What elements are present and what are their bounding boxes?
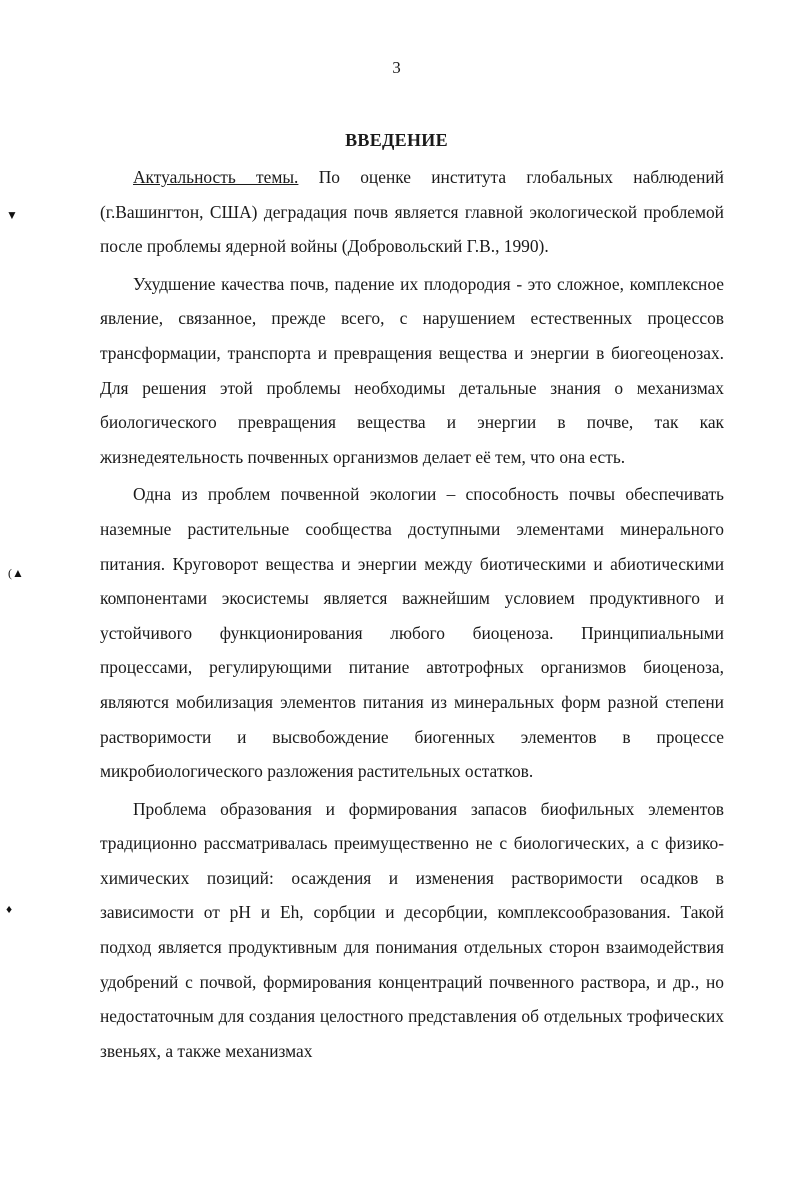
scan-mark-3: ♦ [6,902,13,916]
relevance-heading: Актуальность темы. [133,167,299,187]
paragraph-3: Одна из проблем почвенной экологии – способность почвы обеспечивать наземные растительные сообщества доступными элементами минерального питания. Круговорот вещества и энергии между биотическими и абиотическими компонентами экосистемы является важнейшим условием продуктивного и устойчивого функционирования любого биоценоза. Принципиальными процессами, регулирующими питание автотрофных организмов биоценоза, являются мобилизация элементов питания из минеральных форм разной степени растворимости и высвобождение биогенных элементов в процессе микробиологического разложения растительных остатков. [100,484,724,782]
scan-mark-2: (▲ [8,566,24,580]
scan-mark-1: ▼ [6,208,18,222]
body-text [100,160,724,1068]
section-title: ВВЕДЕНИЕ [345,130,448,150]
paragraph-2: Ухудшение качества почв, падение их плодородия - это сложное, комплексное явление, связанное, прежде всего, с нарушением естественных процессов трансформации, транспорта и превращения вещества и энергии в биогеоценозах. Для решения этой проблемы необходимы детальные знания о механизмах биологического превращения вещества и энергии в почве, так как жизнедеятельность почвенных организмов делает её тем, что она есть. [100,273,724,467]
relevance-text: По оценке института глобальных наблюдений (г.Вашингтон, США) деградация почв является главной экологической проблемой после проблемы ядерной войны (Добровольский Г.В., 1990). [100,167,724,257]
paragraph-4: Проблема образования и формирования запасов биофильных элементов традиционно рассматривалась преимущественно не с биологических, а с физико-химических позиций: осаждения и изменения растворимости осадков в зависимости от pH и Eh, сорбции и десорбции, комплексообразования. Такой подход является продуктивным для понимания отдельных сторон взаимодействия удобрений с почвой, формирования концентраций почвенного раствора, и др., но недостаточным для создания целостного представления об отдельных трофических звеньях, а также механизмах [100,798,724,1061]
page-number: 3 [392,58,401,77]
paragraph-relevance [100,160,724,264]
